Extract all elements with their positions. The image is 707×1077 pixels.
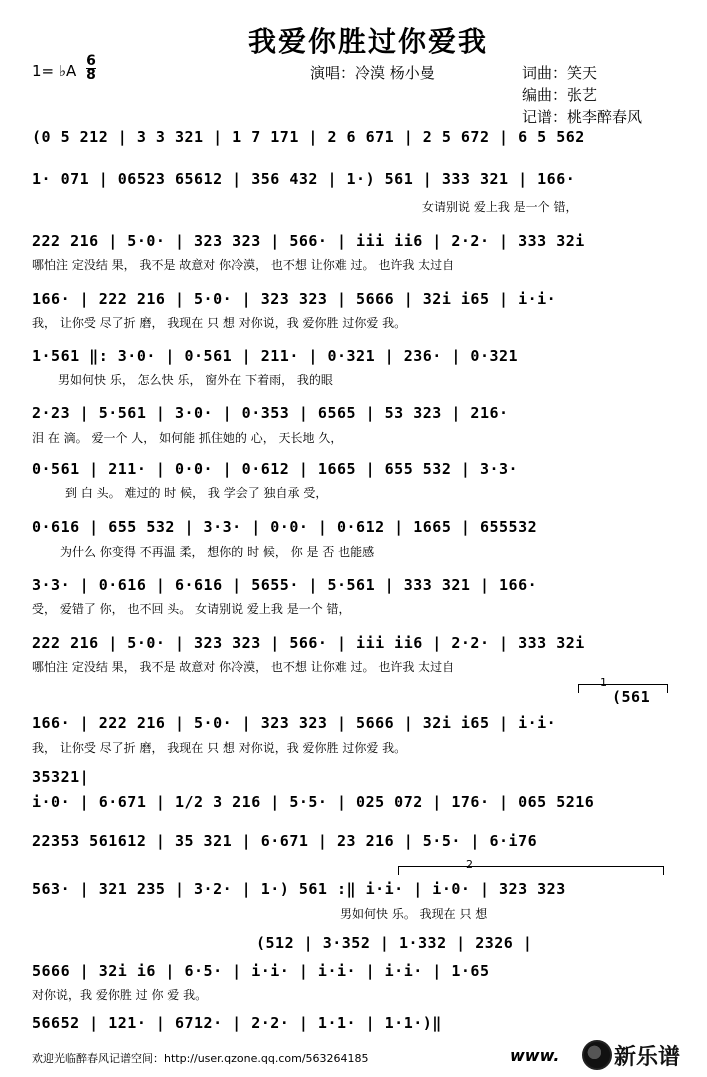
notation-row: 222 216 | 5·0· | 323 323 | 566· | iii ii6 | 2·2· | 333 32i: [32, 232, 585, 250]
volta-bracket-1: [578, 684, 668, 685]
notation-pickup: (561: [612, 688, 651, 706]
notation-row: 222 216 | 5·0· | 323 323 | 566· | iii ii6 | 2·2· | 333 32i: [32, 634, 585, 652]
time-numerator: 6: [86, 53, 96, 69]
notation-row: 5666 | 32i i6 | 6·5· | i·i· | i·i· | i·i· | 1·65: [32, 962, 490, 980]
lyric-row: 到 白 头。 难过的 时 候， 我 学会了 独自承 受，: [65, 486, 328, 500]
time-signature: [86, 55, 96, 82]
lyric-row: 我， 让你受 尽了折 磨， 我现在 只 想 对你说，我 爱你胜 过你爱 我。: [32, 316, 407, 330]
notation-row: 0·616 | 655 532 | 3·3· | 0·0· | 0·612 | 1665 | 655532: [32, 518, 538, 536]
lyric-row: 对你说，我 爱你胜 过 你 爱 我。: [32, 988, 208, 1002]
lyric-row: 我， 让你受 尽了折 磨， 我现在 只 想 对你说，我 爱你胜 过你爱 我。: [32, 741, 407, 755]
notation-row: 22353 561612 | 35 321 | 6·671 | 23 216 | 5·5· | 6·i76: [32, 832, 538, 850]
lyric-row: 受， 爱错了 你， 也不回 头。 女请别说 爱上我 是一个 错，: [32, 602, 351, 616]
page-title: 我爱你胜过你爱我: [248, 25, 489, 58]
lyric-row: 为什么 你变得 不再温 柔， 想你的 时 候， 你 是 否 也能感: [60, 545, 375, 559]
logo-disc-icon: [582, 1040, 612, 1070]
volta-number: 1: [600, 676, 607, 689]
notation-row: 166· | 222 216 | 5·0· | 323 323 | 5666 | 32i i65 | i·i·: [32, 290, 557, 308]
lyric-row: 哪怕注 定没结 果， 我不是 故意对 你冷漠， 也不想 让你难 过。 也许我 太过自: [32, 660, 455, 674]
lyric-row: 女请别说 爱上我 是一个 错，: [422, 200, 578, 214]
lyric-row: 男如何快 乐， 怎么快 乐， 窗外在 下着雨， 我的眼: [58, 373, 333, 387]
singers: 演唱：冷漠 杨小曼: [310, 64, 435, 82]
notation-row: 1·561 ‖: 3·0· | 0·561 | 211· | 0·321 | 236· | 0·321: [32, 347, 519, 365]
arranger: 编曲：张艺: [522, 86, 598, 104]
notation-row: 3·3· | 0·616 | 6·616 | 5655· | 5·561 | 333 321 | 166·: [32, 576, 538, 594]
key-signature: 1= ♭A: [32, 62, 77, 80]
notation-row: 1· 071 | 06523 65612 | 356 432 | 1·) 561 | 333 321 | 166·: [32, 170, 576, 188]
lyric-row: 泪 在 滴。 爱一个 人， 如何能 抓住她的 心， 天长地 久，: [32, 431, 343, 445]
time-denominator: 8: [86, 67, 96, 83]
lyric-row: 哪怕注 定没结 果， 我不是 故意对 你冷漠， 也不想 让你难 过。 也许我 太过自: [32, 258, 455, 272]
notation-pickup: (512 | 3·352 | 1·332 | 2326 |: [256, 934, 533, 952]
volta-number: 2: [466, 858, 473, 871]
notation-row: 563· | 321 235 | 3·2· | 1·) 561 :‖ i·i· | i·0· | 323 323: [32, 880, 566, 898]
notation-row: 166· | 222 216 | 5·0· | 323 323 | 5666 | 32i i65 | i·i·: [32, 714, 557, 732]
footer-text: 欢迎光临醉春风记谱空间：http://user.qzone.qq.com/563264185: [32, 1052, 369, 1065]
logo-text: 新乐谱: [614, 1045, 681, 1070]
notation-row: 0·561 | 211· | 0·0· | 0·612 | 1665 | 655 532 | 3·3·: [32, 460, 519, 478]
notation-row: 56652 | 121· | 6712· | 2·2· | 1·1· | 1·1·)‖: [32, 1014, 442, 1032]
transcriber: 记谱：桃李醉春风: [522, 108, 643, 126]
notation-row: i·0· | 6·671 | 1/2 3 216 | 5·5· | 025 072 | 176· | 065 5216: [32, 793, 595, 811]
lyricist: 词曲：笑天: [522, 64, 598, 82]
lyric-row: 男如何快 乐。 我现在 只 想: [340, 907, 488, 921]
notation-pickup: 35321|: [32, 768, 90, 786]
volta-bracket-2: [398, 866, 664, 867]
footer-site: www.: [510, 1046, 560, 1065]
notation-row: 2·23 | 5·561 | 3·0· | 0·353 | 6565 | 53 323 | 216·: [32, 404, 509, 422]
notation-row: (0 5 212 | 3 3 321 | 1 7 171 | 2 6 671 | 2 5 672 | 6 5 562: [32, 128, 585, 146]
